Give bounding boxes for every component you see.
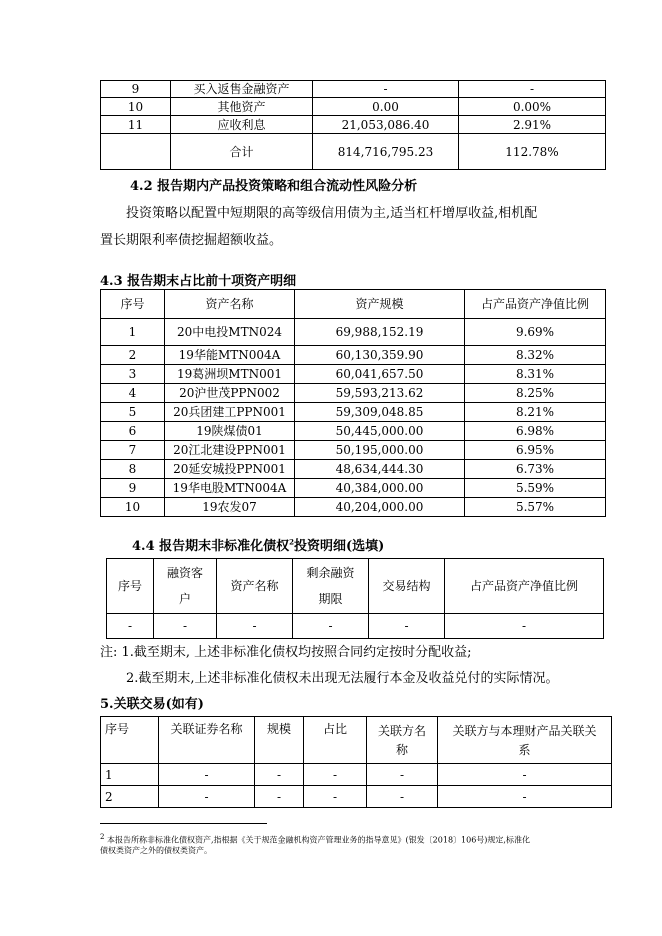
footnote-ref: 2	[289, 537, 295, 547]
nav-ratio: 5.59%	[465, 479, 606, 498]
row-number: 2	[101, 346, 165, 365]
footnote-mark: 2	[100, 833, 105, 841]
header-party-line-2: 称	[395, 743, 408, 757]
cell-asset-name: -	[217, 614, 293, 639]
asset-scale: 50,195,000.00	[295, 441, 465, 460]
cell-ratio: -	[304, 764, 367, 786]
asset-name: 20延安城投PPN001	[165, 460, 295, 479]
table-row	[101, 365, 606, 384]
cell-party: -	[367, 786, 438, 808]
total-row	[101, 134, 606, 170]
header-asset-name: 资产名称	[217, 559, 293, 614]
footnote-line-1	[100, 832, 530, 846]
header-client	[154, 559, 217, 614]
nav-ratio: 9.69%	[465, 319, 606, 346]
row-number: 9	[101, 479, 165, 498]
top-ten-assets-table	[100, 289, 606, 517]
table-row	[101, 98, 606, 116]
header-no: 序号	[101, 717, 159, 764]
asset-name: 20兵团建工PPN001	[165, 403, 295, 422]
total-ratio: 112.78%	[459, 134, 606, 170]
table-row	[101, 346, 606, 365]
asset-type: 买入返售金融资产	[171, 81, 313, 98]
header-no: 序号	[101, 290, 165, 319]
header-client-line-1: 融资客	[166, 566, 203, 580]
table-header-row	[101, 717, 612, 764]
table-row	[101, 116, 606, 134]
asset-ratio: -	[459, 81, 606, 98]
asset-scale: 40,384,000.00	[295, 479, 465, 498]
non-standard-debt-table	[106, 558, 604, 639]
cell-ratio: -	[304, 786, 367, 808]
row-number: 4	[101, 384, 165, 403]
nav-ratio: 8.32%	[465, 346, 606, 365]
header-asset-scale: 资产规模	[295, 290, 465, 319]
asset-ratio: 2.91%	[459, 116, 606, 134]
cell-no: -	[107, 614, 154, 639]
header-remaining-term	[293, 559, 369, 614]
nav-ratio: 6.73%	[465, 460, 606, 479]
section-heading-4-2: 4.2 报告期内产品投资策略和组合流动性风险分析	[130, 179, 418, 194]
row-number: 6	[101, 422, 165, 441]
total-value: 814,716,795.23	[313, 134, 459, 170]
asset-value: -	[313, 81, 459, 98]
table-row	[101, 81, 606, 98]
header-term-line-2: 期限	[318, 592, 343, 606]
note-line-2: 2.截至期末,上述非标准化债权未出现无法履行本金及收益兑付的实际情况。	[126, 671, 559, 686]
nav-ratio: 5.57%	[465, 498, 606, 517]
asset-scale: 69,988,152.19	[295, 319, 465, 346]
asset-name: 19农发07	[165, 498, 295, 517]
asset-ratio: 0.00%	[459, 98, 606, 116]
cell-scale: -	[255, 786, 304, 808]
header-relationship	[438, 717, 612, 764]
header-rel-line-1: 关联方与本理财产品关联关	[452, 724, 597, 738]
header-security-name: 关联证券名称	[159, 717, 255, 764]
table-row	[101, 764, 612, 786]
table-row	[107, 614, 604, 639]
strategy-text-line-2: 置长期限利率债挖掘超额收益。	[100, 233, 283, 248]
section-heading-5: 5.关联交易(如有)	[100, 697, 204, 712]
header-asset-name: 资产名称	[165, 290, 295, 319]
cell-client: -	[154, 614, 217, 639]
asset-allocation-table	[100, 80, 606, 170]
header-scale: 规模	[255, 717, 304, 764]
asset-type: 其他资产	[171, 98, 313, 116]
cell-scale: -	[255, 764, 304, 786]
nav-ratio: 6.95%	[465, 441, 606, 460]
asset-name: 19陕煤债01	[165, 422, 295, 441]
asset-name: 20中电投MTN024	[165, 319, 295, 346]
section-heading-4-4-text: 4.4 报告期末非标准化债权	[132, 539, 290, 554]
row-number: 10	[101, 498, 165, 517]
asset-name: 20江北建设PPN001	[165, 441, 295, 460]
header-term-line-1: 剩余融资	[306, 566, 355, 580]
header-structure: 交易结构	[369, 559, 445, 614]
table-row	[101, 786, 612, 808]
header-rel-line-2: 系	[518, 743, 531, 757]
cell-no: 2	[101, 786, 159, 808]
strategy-text-line-1: 投资策略以配置中短期限的高等级信用债为主,适当杠杆增厚收益,相机配	[126, 206, 538, 221]
cell-party: -	[367, 764, 438, 786]
table-header-row	[101, 290, 606, 319]
section-heading-4-3: 4.3 报告期末占比前十项资产明细	[100, 274, 297, 289]
asset-value: 0.00	[313, 98, 459, 116]
row-number: 5	[101, 403, 165, 422]
note-line-1: 注: 1.截至期末, 上述非标准化债权均按照合同约定按时分配收益;	[100, 645, 472, 660]
section-heading-4-4-suffix: 投资明细(选填)	[294, 539, 385, 554]
related-transactions-table	[100, 716, 612, 808]
asset-scale: 40,204,000.00	[295, 498, 465, 517]
table-row	[101, 384, 606, 403]
footnote-divider	[100, 823, 267, 824]
cell-structure: -	[369, 614, 445, 639]
table-row	[101, 319, 606, 346]
row-number: 10	[101, 98, 171, 116]
row-number: 1	[101, 319, 165, 346]
asset-scale: 60,130,359.90	[295, 346, 465, 365]
row-number: 3	[101, 365, 165, 384]
header-nav-ratio: 占产品资产净值比例	[465, 290, 606, 319]
header-nav-ratio: 占产品资产净值比例	[445, 559, 604, 614]
asset-scale: 60,041,657.50	[295, 365, 465, 384]
nav-ratio: 6.98%	[465, 422, 606, 441]
cell-term: -	[293, 614, 369, 639]
table-row	[101, 422, 606, 441]
total-label: 合计	[171, 134, 313, 170]
table-row	[101, 403, 606, 422]
header-ratio: 占比	[304, 717, 367, 764]
table-header-row	[107, 559, 604, 614]
table-row	[101, 498, 606, 517]
footnote-line-2: 债权类资产之外的债权类资产。	[100, 846, 212, 855]
table-row	[101, 441, 606, 460]
nav-ratio: 8.25%	[465, 384, 606, 403]
cell-no: 1	[101, 764, 159, 786]
table-row	[101, 460, 606, 479]
cell-security: -	[159, 786, 255, 808]
asset-scale: 59,309,048.85	[295, 403, 465, 422]
asset-type: 应收利息	[171, 116, 313, 134]
table-row	[101, 479, 606, 498]
cell-security: -	[159, 764, 255, 786]
cell-ratio: -	[445, 614, 604, 639]
asset-name: 19葛洲坝MTN001	[165, 365, 295, 384]
asset-scale: 48,634,444.30	[295, 460, 465, 479]
row-number: 9	[101, 81, 171, 98]
asset-scale: 50,445,000.00	[295, 422, 465, 441]
cell-relationship: -	[438, 764, 612, 786]
asset-value: 21,053,086.40	[313, 116, 459, 134]
asset-name: 19华能MTN004A	[165, 346, 295, 365]
asset-name: 20沪世茂PPN002	[165, 384, 295, 403]
footnote-text-1: 本报告所称非标准化债权资产,指根据《关于规范金融机构资产管理业务的指导意见》(银发〔2018〕106号)规定,标准化	[107, 835, 530, 845]
header-party-line-1: 关联方名	[377, 724, 426, 738]
nav-ratio: 8.21%	[465, 403, 606, 422]
section-heading-4-4	[132, 535, 384, 554]
header-no: 序号	[107, 559, 154, 614]
nav-ratio: 8.31%	[465, 365, 606, 384]
header-client-line-2: 户	[178, 592, 191, 606]
row-number: 8	[101, 460, 165, 479]
row-number: 7	[101, 441, 165, 460]
asset-name: 19华电股MTN004A	[165, 479, 295, 498]
row-number	[101, 134, 171, 170]
row-number: 11	[101, 116, 171, 134]
header-related-party	[367, 717, 438, 764]
cell-relationship: -	[438, 786, 612, 808]
asset-scale: 59,593,213.62	[295, 384, 465, 403]
